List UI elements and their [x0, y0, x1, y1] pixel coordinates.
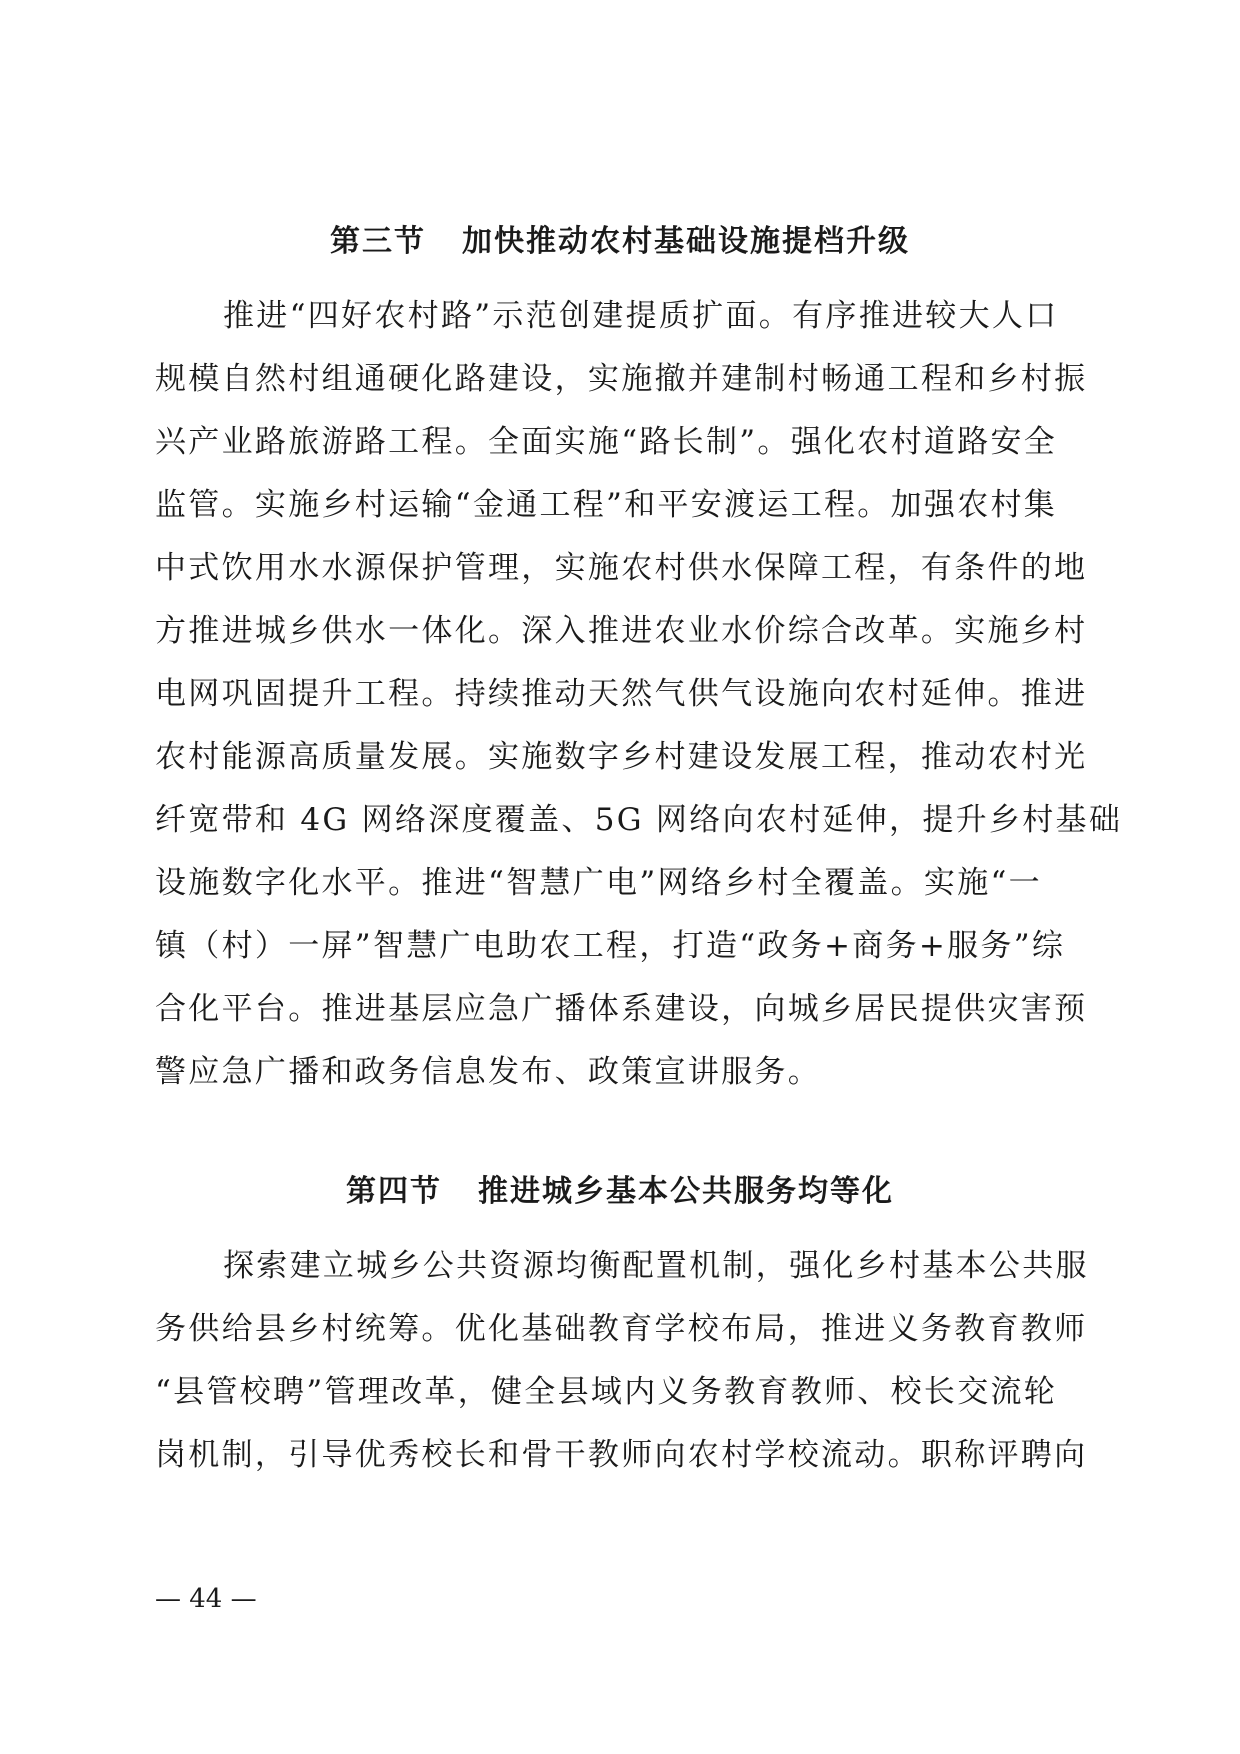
paragraph-line: 镇（村）一屏”智慧广电助农工程，打造“政务+商务+服务”综 — [155, 928, 1066, 964]
paragraph-line: 探索建立城乡公共资源均衡配置机制，强化乡村基本公共服 — [223, 1248, 1089, 1284]
paragraph-line: 合化平台。推进基层应急广播体系建设，向城乡居民提供灾害预 — [155, 991, 1088, 1027]
paragraph-line: 务供给县乡村统筹。优化基础教育学校布局，推进义务教育教师 — [155, 1311, 1088, 1347]
section-3-paragraph — [155, 285, 1123, 1104]
paragraph-line: 电网巩固提升工程。持续推动天然气供气设施向农村延伸。推进 — [155, 676, 1088, 712]
paragraph-line: 警应急广播和政务信息发布、政策宣讲服务。 — [155, 1054, 821, 1090]
section-3-heading — [0, 222, 1240, 262]
paragraph-line: 规模自然村组通硬化路建设，实施撤并建制村畅通工程和乡村振 — [155, 361, 1088, 397]
paragraph-line: 中式饮用水水源保护管理，实施农村供水保障工程，有条件的地 — [155, 550, 1088, 586]
section-4-number: 第四节 — [346, 1174, 442, 1209]
paragraph-line: 兴产业路旅游路工程。全面实施“路长制”。强化农村道路安全 — [155, 424, 1058, 460]
paragraph-line: 方推进城乡供水一体化。深入推进农业水价综合改革。实施乡村 — [155, 613, 1088, 649]
section-4-paragraph — [155, 1235, 1089, 1487]
page-number: — 44 — — [155, 1584, 257, 1614]
paragraph-line: 监管。实施乡村运输“金通工程”和平安渡运工程。加强农村集 — [155, 487, 1058, 523]
paragraph-line: “县管校聘”管理改革，健全县域内义务教育教师、校长交流轮 — [155, 1374, 1058, 1410]
section-3-number: 第三节 — [330, 224, 426, 259]
paragraph-line: 农村能源高质量发展。实施数字乡村建设发展工程，推动农村光 — [155, 739, 1088, 775]
paragraph-line: 纤宽带和 4G 网络深度覆盖、5G 网络向农村延伸，提升乡村基础 — [155, 802, 1123, 838]
section-4-heading — [0, 1172, 1240, 1212]
paragraph-line: 岗机制，引导优秀校长和骨干教师向农村学校流动。职称评聘向 — [155, 1437, 1088, 1473]
section-3-title: 加快推动农村基础设施提档升级 — [462, 224, 910, 259]
section-4-title: 推进城乡基本公共服务均等化 — [478, 1174, 894, 1209]
paragraph-line: 设施数字化水平。推进“智慧广电”网络乡村全覆盖。实施“一 — [155, 865, 1042, 901]
paragraph-line: 推进“四好农村路”示范创建提质扩面。有序推进较大人口 — [223, 298, 1059, 334]
